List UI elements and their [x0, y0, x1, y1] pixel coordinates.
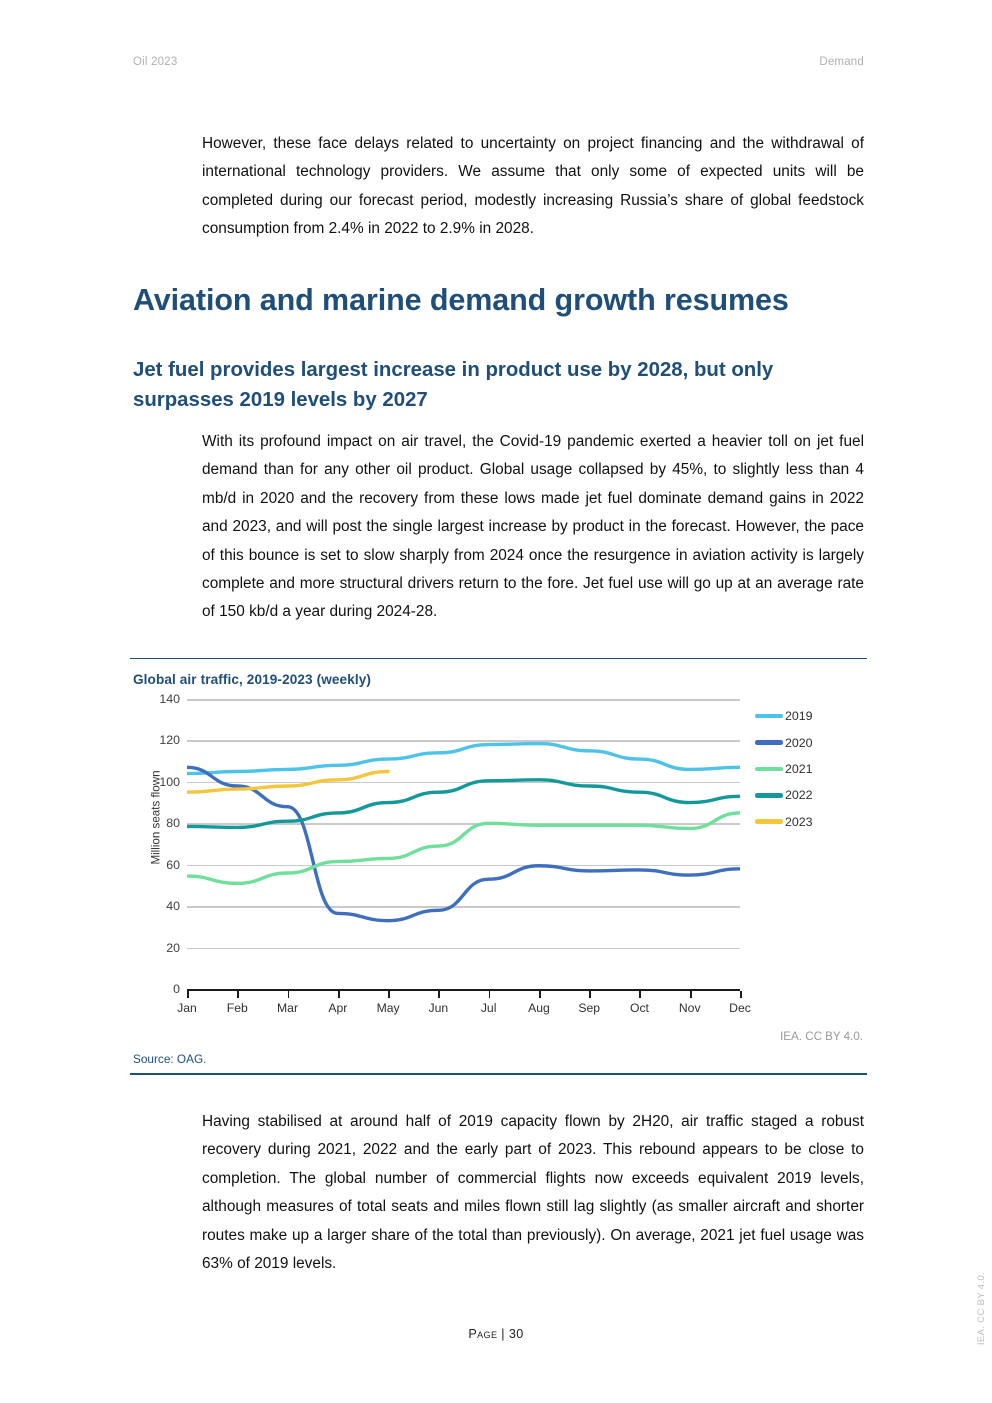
- legend-swatch-icon: [755, 714, 783, 719]
- x-tick-mark: [288, 991, 290, 998]
- header-section: Demand: [819, 56, 864, 68]
- legend-item-2019[interactable]: [755, 703, 867, 729]
- y-tick-label: 60: [166, 857, 180, 872]
- paragraph-intro: However, these face delays related to uncertainty on project financing and the withdrawal of international technology providers. We assume that only some of expected units will be completed during our forecast period, modestly increasing Russia’s share of global feedstock consumption from 2.4% in 2022 to 2.9% in 2028.: [202, 135, 864, 238]
- y-axis-title: Million seats flown: [149, 770, 163, 865]
- legend-item-2021[interactable]: [755, 756, 867, 782]
- side-margin-credit: IEA. CC BY 4.0.: [976, 1272, 987, 1346]
- section-heading: Aviation and marine demand growth resumes: [133, 283, 789, 317]
- y-tick-label: 0: [173, 982, 180, 996]
- x-tick-label: Jul: [480, 1001, 497, 1015]
- chart-series-line-2020: [187, 767, 740, 920]
- chart-series-line-2019: [187, 744, 740, 774]
- x-tick-label: Jan: [177, 1001, 197, 1015]
- x-tick-mark: [338, 991, 340, 998]
- page-number: Page | 30: [468, 1327, 524, 1341]
- x-tick-mark: [740, 991, 742, 998]
- chart-plot-lines: [187, 699, 740, 989]
- x-tick-mark: [539, 991, 541, 998]
- y-tick-label: 40: [166, 899, 180, 914]
- x-tick-mark: [489, 991, 491, 998]
- legend-label: 2021: [785, 761, 813, 776]
- x-tick-label: Sep: [578, 1001, 601, 1015]
- x-tick-label: Aug: [528, 1001, 550, 1015]
- running-header: [133, 56, 864, 68]
- legend-label: 2022: [785, 788, 813, 803]
- header-publication: Oil 2023: [133, 56, 178, 68]
- legend-swatch-icon: [755, 767, 783, 772]
- x-tick-mark: [438, 991, 440, 998]
- x-tick-label: May: [376, 1001, 400, 1015]
- chart-legend: [755, 703, 867, 835]
- figure-block: [130, 658, 867, 1075]
- x-tick-mark: [388, 991, 390, 998]
- x-tick-label: Feb: [226, 1001, 248, 1015]
- legend-item-2022[interactable]: [755, 782, 867, 808]
- legend-item-2023[interactable]: [755, 809, 867, 835]
- x-tick-mark: [589, 991, 591, 998]
- legend-label: 2019: [785, 709, 813, 724]
- x-tick-label: Oct: [629, 1001, 649, 1015]
- legend-label: 2020: [785, 735, 813, 750]
- y-tick-label: 20: [166, 940, 180, 955]
- x-axis-line: [187, 989, 740, 991]
- y-tick-label: 120: [159, 733, 180, 748]
- subsection-heading: Jet fuel provides largest increase in product use by 2028, but only surpasses 2019 levels by 2027: [133, 359, 774, 411]
- legend-label: 2023: [785, 814, 813, 829]
- y-tick-label: 100: [159, 774, 180, 789]
- x-tick-label: Apr: [328, 1001, 348, 1015]
- x-tick-mark: [187, 991, 189, 998]
- x-tick-label: Dec: [729, 1001, 751, 1015]
- line-chart: [130, 692, 867, 1019]
- x-tick-mark: [237, 991, 239, 998]
- figure-credit: IEA. CC BY 4.0.: [780, 1030, 863, 1043]
- paragraph-jet-fuel: With its profound impact on air travel, the Covid-19 pandemic exerted a heavier toll on jet fuel demand than for any other oil product. Global usage collapsed by 45%, to slightly less than 4 mb/d in 2020 and the recovery from these lows made jet fuel dominate demand gains in 2022 and 2023, and will post the single largest increase by product in the forecast. However, the pace of this bounce is set to slow sharply from 2024 once the resurgence in aviation activity is largely complete and more structural drivers return to the fore. Jet fuel use will go up at an average rate of 150 kb/d a year during 2024-28.: [202, 433, 864, 621]
- legend-swatch-icon: [755, 819, 783, 824]
- figure-title: Global air traffic, 2019-2023 (weekly): [133, 672, 372, 687]
- x-tick-label: Mar: [277, 1001, 299, 1015]
- legend-swatch-icon: [755, 793, 783, 798]
- x-tick-mark: [639, 991, 641, 998]
- figure-source: Source: OAG.: [133, 1052, 207, 1066]
- y-tick-label: 140: [159, 692, 180, 706]
- legend-item-2020[interactable]: [755, 729, 867, 755]
- legend-swatch-icon: [755, 740, 783, 745]
- paragraph-air-traffic: Having stabilised at around half of 2019 capacity flown by 2H20, air traffic staged a robust recovery during 2021, 2022 and the early part of 2023. This rebound appears to be close to completion. The global number of commercial flights now exceeds equivalent 2019 levels, although measures of total seats and miles flown still lag slightly (as smaller aircraft and shorter routes make up a larger share of the total than previously). On average, 2021 jet fuel usage was 63% of 2019 levels.: [202, 1113, 864, 1273]
- x-tick-label: Nov: [678, 1001, 701, 1015]
- y-tick-label: 80: [166, 816, 180, 831]
- x-tick-mark: [690, 991, 692, 998]
- x-tick-label: Jun: [428, 1001, 449, 1015]
